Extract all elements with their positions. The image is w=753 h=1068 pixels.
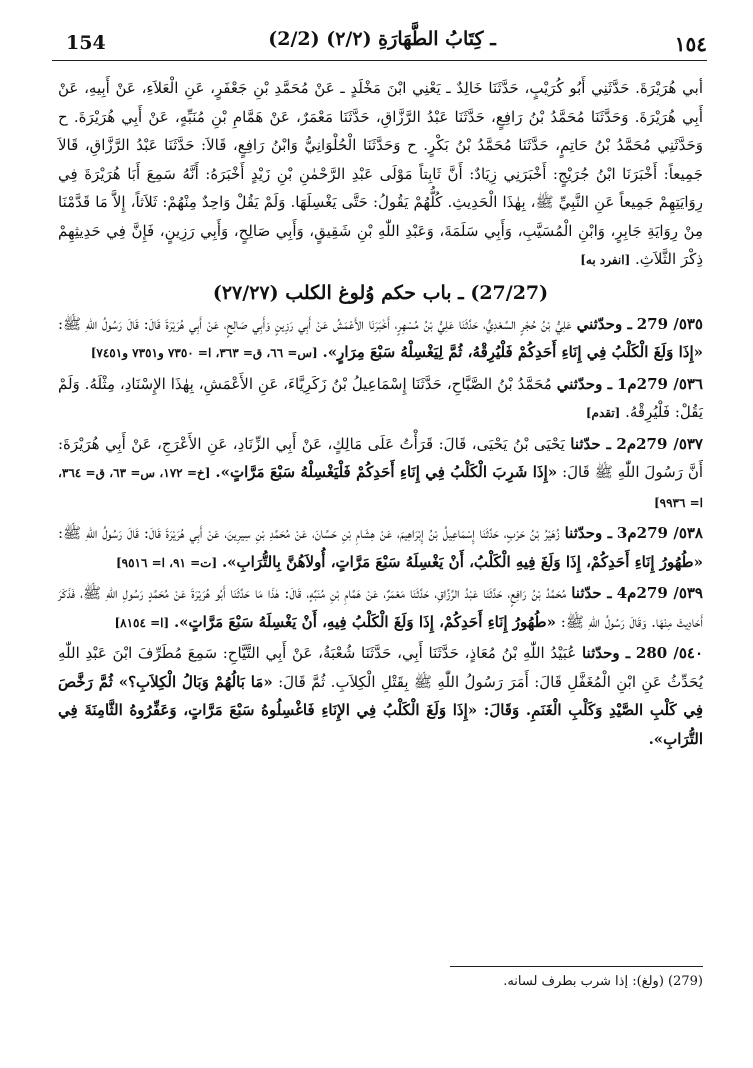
hadith-number: ٥٣٥/ 279 [636,314,703,333]
hadith-reference: [خ= ١٧٢، س= ٦٣، ق= ٣٦٤، ا= ٩٩٣٦] [58,466,703,510]
hadith-536 [58,370,703,428]
hadith-reference: [تقدم] [585,406,621,420]
chapter-heading: (27/27) ـ باب حكم وُلوغ الكلب (٢٧/٢٧) [212,281,549,304]
footnote-rule [450,966,703,967]
hadith-matn: «طُهُورُ إِنَاءِ أَحَدِكُمْ، إِذَا وَلَغَ فِيهِ الْكَلْبُ، أَنْ يَغْسِلَهُ سَبْعَ مَرَّاتٍ، أُولاَهُنَّ بِالتُّرَابِ». [221,552,703,571]
hadith-reference: [ت= ٩١، ا= ٩٥١٦] [115,555,218,570]
hadith-matn: «إِذَا وَلَغَ الْكَلْبُ فِي إِنَاءِ أَحَدِكُمْ فَلْيُرِقْهُ، ثُمَّ لِيَغْسِلْهُ سَبْعَ مِرَارٍ». [322,343,703,361]
hadith-537 [58,430,703,518]
hadith-539 [58,579,703,637]
hadith-lead: ـ وحدّثنا [581,644,631,662]
hadith-lead: ـ حدّثنا [571,584,612,602]
page-header [52,26,707,56]
hadith-matn: «إِذَا شَرِبَ الْكَلْبُ فِي إِنَاءِ أَحَدِكُمْ فَلْيَغْسِلْهُ سَبْعَ مَرَّاتٍ». [215,463,558,481]
intro-reference: [انفرد به] [580,253,631,267]
hadith-isnad: عُبَيْدُ اللّٰهِ بْنُ مُعَاذٍ، حَدَّثَنَا أَبِي، حَدَّثَنَا شُعْبَةُ، عَنْ أَبِي التَّيَّاحِ: سَمِعَ مُطَرِّفَ ابْنَ عَبْدِ اللّٰهِ يُحَدِّثُ عَنِ ابْنِ الْمُغَفَّلِ قَالَ: أَمَرَ رَسُولُ اللّٰهِ ﷺ بِقَتْلِ الْكِلاَبِ. ثُمَّ قَالَ: [58,644,703,691]
hadith-lead: ـ حدّثنا [570,434,611,453]
intro-paragraph [58,74,703,275]
hadith-number: ٥٣٩/ 279م4 [616,584,703,602]
page-number: 154 [66,32,106,54]
hadith-lead: ـ وحدّثني [576,314,632,333]
hadith-isnad: يَحْيَى بْنُ يَحْيَى، قَالَ: قَرَأْتُ عَلَى مَالِكٍ، عَنْ أَبِي الزِّنَادِ، عَنِ الأَعْرَجِ، عَنْ أَبِي هُرَيْرَةَ: أَنَّ رَسُولَ اللّٰهِ ﷺ قَالَ: [58,434,704,481]
hadith-lead: ـ وحدّثنا [564,524,613,542]
page-number-arabic: ١٥٤ [674,32,707,56]
hadith-matn: «طُهُورُ إِنَاءِ أَحَدِكُمْ، إِذَا وَلَغَ الْكَلْبُ فِيهِ، أَنْ يَغْسِلَهُ سَبْعَ مَرَّاتٍ». [173,612,556,631]
hadith-isnad: عَلِيُّ بْنُ حُجْرٍ السَّعْدِيُّ، حَدَّثَنَا عَلِيُّ بْنُ مُسْهِرٍ، أَخْبَرَنَا الأَعْمَشُ عَنْ أَبِي رَزِينٍ وَأَبِي صَالِحٍ، عَنْ أَبِي هُرَيْرَةَ قَالَ: قَالَ رَسُولُ اللّٰهِ ﷺ: [58,314,572,333]
hadith-number: ٥٣٨/ 279م3 [616,524,703,542]
hadith-535 [58,310,703,368]
hadith-reference: [ا= ٨١٥٤] [114,615,170,630]
page-body [58,74,703,753]
hadith-538 [58,519,703,577]
intro-text: أبي هُرَيْرَةَ. حَدَّثَنِي أَبُو كُرَيْبٍ، حَدَّثَنَا خَالِدٌ ـ يَعْنِي ابْنَ مَخْلَدٍ ـ عَنْ مُحَمَّدِ بْنِ جَعْفَرٍ، عَنِ الْعَلاَءِ، عَنْ أَبِيهِ، عَنْ أَبِي هُرَيْرَةَ. وَحَدَّثَنَا مُحَمَّدُ بْنُ رَافِعٍ، حَدَّثَنَا عَبْدُ الرَّزَّاقِ، حَدَّثَنَا مَعْمَرٌ، عَنْ هَمَّامِ بْنِ مُنَبِّهٍ، عَنْ أَبِي هُرَيْرَةَ. ح وَحَدَّثَنِي مُحَمَّدُ بْنُ حَاتِمٍ، حَدَّثَنَا مُحَمَّدُ بْنُ بَكْرٍ. ح وَحَدَّثَنَا الْحُلْوَانِيُّ وَابْنُ رَافِعٍ، قَالاَ: حَدَّثَنَا عَبْدُ الرَّزَّاقِ، قَالاَ جَمِيعاً: أَخْبَرَنَا ابْنُ جُرَيْجٍ: أَخْبَرَنِي زِيَادٌ: أَنَّ ثَابِتاً مَوْلَى عَبْدِ الرَّحْمٰنِ بْنِ زَيْدٍ أَخْبَرَهُ: أَنَّهُ سَمِعَ أَبَا هُرَيْرَةَ فِي رِوَايَتِهِمْ جَمِيعاً عَنِ النَّبِيِّ ﷺ، بِهٰذَا الْحَدِيثِ. كُلُّهُمْ يَقُولُ: حَتَّى يَغْسِلَهَا. وَلَمْ يَقُلْ وَاحِدٌ مِنْهُمْ: ثَلاَثاً، إِلاَّ مَا قَدَّمْنَا مِنْ رِوَايَةِ جَابِرٍ، وَابْنِ الْمُسَيَّبِ، وَأَبِي سَلَمَةَ، وَعَبْدِ اللّٰهِ بْنِ شَقِيقٍ، وَأَبِي صَالِحٍ، وَأَبِي رَزِينٍ، فَإِنَّ فِي حَدِيثِهِمْ ذِكْرَ الثَّلاَثِ. [58,79,703,268]
header-rule [52,60,707,61]
hadith-reference: [س= ٦٦، ق= ٣٦٣، ا= ٧٣٥٠ و٧٣٥١ و٧٤٥١] [90,346,318,360]
hadith-540 [58,639,703,753]
hadith-number: ٥٣٧/ 279م2 [616,434,703,453]
hadith-isnad: زُهَيْرُ بْنُ حَرْبٍ، حَدَّثَنَا إِسْمَاعِيلُ بْنُ إِبْرَاهِيمَ، عَنْ هِشَامِ بْنِ حَسَّانَ، عَنْ مُحَمَّدِ بْنِ سِيرِينَ، عَنْ أَبِي هُرَيْرَةَ قَالَ: قَالَ رَسُولُ اللّٰهِ ﷺ: [58,524,560,542]
hadith-lead: ـ وحدّثني [556,374,613,393]
hadith-number: ٥٤٠/ 280 [635,644,704,662]
footnote: (279) (ولغ): إذا شرب بطرف لسانه. [503,974,703,989]
hadith-number: ٥٣٦/ 279م1 [616,374,703,393]
hadith-isnad: مُحَمَّدُ بْنُ الصَّبَّاحِ، حَدَّثَنَا إِسْمَاعِيلُ بْنُ زَكَرِيَّاءَ، عَنِ الأَعْمَشِ، بِهٰذَا الإِسْنَادِ، مِثْلَهُ. وَلَمْ يَقُلْ: فَلْيُرِقْهُ. [58,374,703,421]
hadith-isnad: مُحَمَّدُ بْنُ رَافِعٍ، حَدَّثَنَا عَبْدُ الرَّزَّاقِ، حَدَّثَنَا مَعْمَرٌ، عَنْ هَمَّامِ بْنِ مُنَبِّهٍ، قَالَ: هٰذَا مَا حَدَّثَنَا أَبُو هُرَيْرَةَ عَنْ مُحَمَّدٍ رَسُولِ اللّٰهِ ﷺ، فَذَكَرَ أَحَادِيثَ مِنْهَا. وَقَالَ رَسُولُ اللّٰهِ ﷺ: [58,584,703,631]
running-title: (2/2) ـ كِتَابُ الطَّهَارَةِ (٢/٢) [268,28,496,50]
hadith-matn: «مَا بَالُهُمْ وَبَالُ الْكِلاَبِ؟» ثُمَّ رَخَّصَ فِي كَلْبِ الصَّيْدِ وَكَلْبِ الْغَنَمِ. وَقَالَ: «إِذَا وَلَغَ الْكَلْبُ فِي الإِنَاءِ فَاغْسِلُوهُ سَبْعَ مَرَّاتٍ، وَعَفِّرُوهُ الثَّامِنَةَ فِي التُّرَابِ». [58,672,703,748]
